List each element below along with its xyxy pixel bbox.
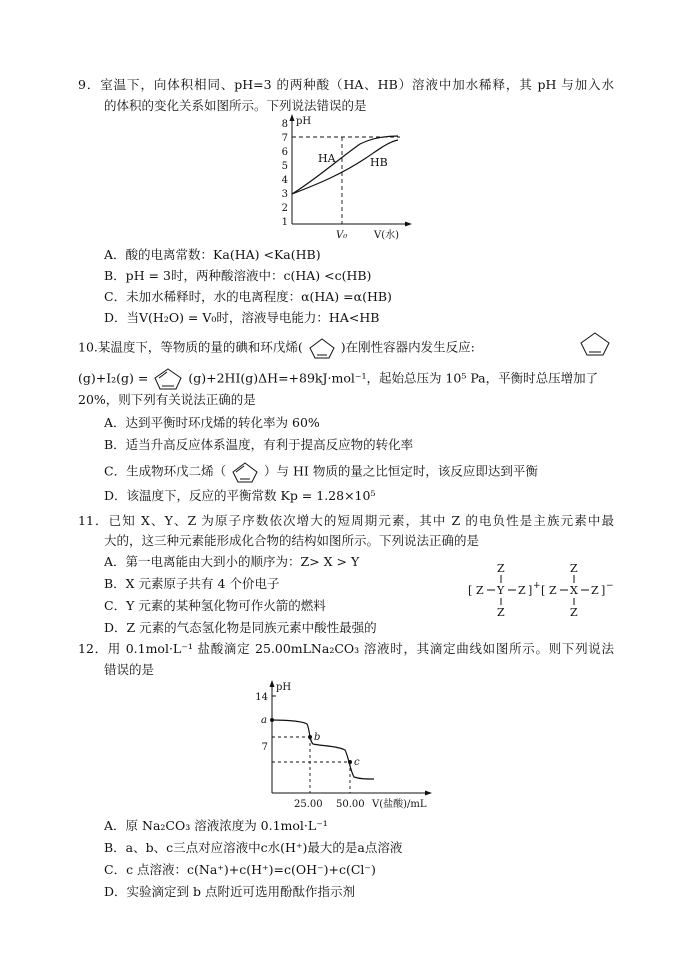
q12-option-d: D．实验滴定到 b 点附近可选用酚酞作指示剂 bbox=[104, 884, 355, 899]
q11-ionic-structure bbox=[465, 560, 625, 620]
q10-stem-line1-b: )在刚性容器内发生反应: bbox=[340, 339, 475, 355]
structure-minus: − bbox=[606, 581, 614, 591]
q10-stem-line3: 20%，则下列有关说法正确的是 bbox=[78, 392, 256, 407]
q10-stem-line1 bbox=[78, 336, 475, 360]
q10-stem-line2 bbox=[78, 366, 598, 392]
structure-z: Z bbox=[497, 562, 505, 575]
q12-label-b: b bbox=[314, 732, 321, 743]
q10-stem-line2-a: (g)+I₂(g) = bbox=[78, 370, 149, 386]
q9-y-tick: 5 bbox=[281, 161, 288, 172]
q9-y-tick: 2 bbox=[281, 203, 288, 214]
q9-option-c: C．未加水稀释时，水的电离程度：α(HA) =α(HB) bbox=[104, 289, 392, 304]
q10-stem-line2-b: (g)+2HI(g)ΔH=+89kJ·mol⁻¹，起始总压为 10⁵ Pa，平衡时总压增加了 bbox=[188, 370, 599, 386]
structure-plus: + bbox=[533, 581, 541, 591]
q11-option-a: A．第一电离能由大到小的顺序为：Z> X > Y bbox=[104, 554, 360, 569]
q10-option-c bbox=[104, 460, 538, 484]
q12-point-c bbox=[348, 760, 352, 764]
q11-stem-line2: 大的，这三种元素能形成化合物的结构如图所示。下列说法正确的是 bbox=[104, 533, 480, 548]
q11-stem-line1: 11．已知 X、Y、Z 为原子序数依次增大的短周期元素，其中 Z 的电负性是主族元素中最 bbox=[78, 513, 614, 528]
q9-label-ha: HA bbox=[318, 152, 336, 165]
structure-x: X bbox=[570, 584, 578, 597]
cyclopentene-structure-2 bbox=[578, 330, 612, 358]
q9-y-axis-label: pH bbox=[296, 116, 312, 127]
q12-label-c: c bbox=[354, 757, 360, 768]
q11-option-b: B．X 元素原子共有 4 个价电子 bbox=[104, 576, 280, 591]
q12-x-tick-50: 50.00 bbox=[336, 799, 365, 810]
q12-option-c: C．c 点溶液：c(Na⁺)+c(H⁺)=c(OH⁻)+c(Cl⁻) bbox=[104, 862, 376, 877]
structure-y: Y bbox=[497, 584, 505, 597]
structure-z: Z bbox=[591, 584, 599, 597]
q9-x-axis-label: V(水) bbox=[374, 230, 400, 241]
q10-option-b: B．适当升高反应体系温度，有利于提高反应物的转化率 bbox=[104, 437, 414, 452]
q11-option-d: D．Z 元素的气态氢化物是同族元素中酸性最强的 bbox=[104, 620, 377, 635]
q12-x-axis-label: V(盐酸)/mL bbox=[372, 799, 427, 810]
structure-z: Z bbox=[518, 584, 526, 597]
q12-y-tick-7: 7 bbox=[261, 742, 268, 753]
q12-y-axis-label: pH bbox=[276, 682, 292, 693]
q12-option-b: B．a、b、c三点对应溶液中c水(H⁺)最大的是a点溶液 bbox=[104, 840, 403, 855]
q12-titration-curve bbox=[272, 720, 374, 779]
structure-z: Z bbox=[476, 584, 484, 597]
q12-point-b bbox=[308, 735, 312, 739]
q9-option-d: D．当V(H₂O) = V₀时，溶液导电能力：HA<HB bbox=[104, 310, 380, 325]
q9-stem-line2: 的体积的变化关系如图所示。下列说法错误的是 bbox=[104, 98, 367, 113]
q10-option-c-tail: ）与 HI 物质的量之比恒定时，该反应即达到平衡 bbox=[264, 463, 538, 479]
structure-z: Z bbox=[497, 606, 505, 619]
q9-y-tick: 6 bbox=[281, 147, 288, 158]
q12-stem-line2: 错误的是 bbox=[104, 662, 155, 677]
structure-z: Z bbox=[549, 584, 557, 597]
q9-option-a: A．酸的电离常数：Ka(HA) <Ka(HB) bbox=[104, 247, 321, 262]
q10-stem-line1-a: 10.某温度下，等物质的量的碘和环戊烯( bbox=[78, 339, 303, 355]
svg-text:[: [ bbox=[468, 584, 473, 597]
q12-y-tick-14: 14 bbox=[255, 692, 268, 703]
cyclopentadiene-structure-2 bbox=[230, 460, 260, 484]
q12-label-a: a bbox=[261, 715, 267, 726]
q9-x-mark-v0: V₀ bbox=[336, 230, 348, 241]
q10-option-c-head: C．生成物环戊二烯（ bbox=[104, 463, 227, 479]
q12-stem-line1: 12．用 0.1mol·L⁻¹ 盐酸滴定 25.00mLNa₂CO₃ 溶液时，其滴定曲线如图所示。则下列说法 bbox=[78, 641, 614, 656]
cyclopentadiene-structure bbox=[152, 366, 184, 392]
q9-stem-line1: 9．室温下，向体积相同、pH=3 的两种酸（HA、HB）溶液中加水稀释，其 pH 与加入水 bbox=[78, 77, 614, 92]
cyclopentene-structure bbox=[307, 336, 337, 360]
q9-y-tick: 7 bbox=[281, 133, 288, 144]
structure-z: Z bbox=[570, 562, 578, 575]
q11-option-c: C．Y 元素的某种氢化物可作火箭的燃料 bbox=[104, 598, 326, 613]
svg-text:]: ] bbox=[601, 584, 606, 597]
svg-text:]: ] bbox=[528, 584, 533, 597]
q9-y-tick: 1 bbox=[281, 217, 288, 228]
q10-option-d: D．该温度下，反应的平衡常数 Kp = 1.28×10⁵ bbox=[104, 488, 376, 503]
structure-z: Z bbox=[570, 606, 578, 619]
q12-titration-chart bbox=[250, 678, 440, 813]
q9-y-tick: 8 bbox=[281, 119, 288, 130]
q12-option-a: A．原 Na₂CO₃ 溶液浓度为 0.1mol·L⁻¹ bbox=[104, 818, 328, 833]
q12-point-a bbox=[270, 718, 274, 722]
q10-option-a: A．达到平衡时环戊烯的转化率为 60% bbox=[104, 415, 320, 430]
q9-option-b: B．pH = 3时，两种酸溶液中：c(HA) <c(HB) bbox=[104, 268, 372, 283]
q9-label-hb: HB bbox=[370, 156, 388, 169]
q9-ph-chart bbox=[270, 112, 410, 242]
q9-y-tick: 4 bbox=[281, 175, 288, 186]
svg-text:[: [ bbox=[541, 584, 546, 597]
q12-x-tick-25: 25.00 bbox=[294, 799, 323, 810]
q9-y-tick: 3 bbox=[281, 189, 288, 200]
